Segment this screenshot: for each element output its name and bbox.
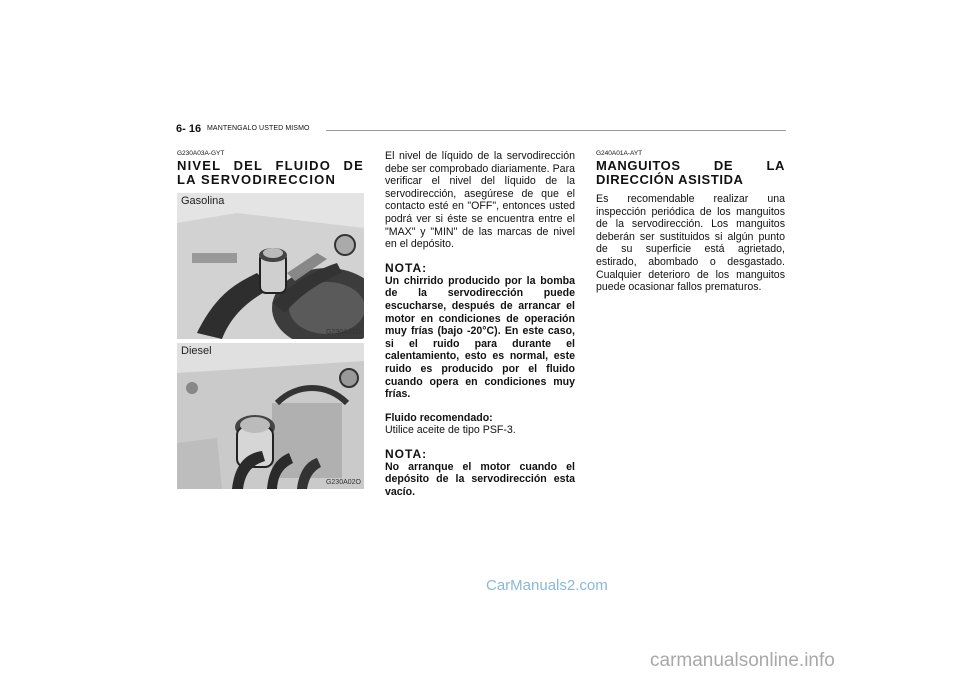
photo-code: G230A02O <box>325 479 361 486</box>
header-divider <box>326 130 786 131</box>
page-number: 6- 16 <box>176 123 202 135</box>
level-paragraph: El nivel de líquido de la servodirección debe ser comprobado diariamente. Para verificar el nivel del líquido de la servodirección, asegúrese de que el contacto esté en "OFF", entonces usted podrá ver si éste se encuentra entre el "MAX" y "MIN" de las marcas de nivel en el depósito. <box>385 150 575 251</box>
watermark-link[interactable]: CarManuals2.com <box>486 577 608 594</box>
note-title: NOTA: <box>385 260 428 275</box>
hoses-paragraph: Es recomendable realizar una inspección periódica de los manguitos de la servodirección. Los manguitos deberán ser sustituidos si algún punto de su superficie está agrietado, estirado, abombado o desgastado. Cualquier deterioro de los manguitos puede ocasionar fallos prematuros. <box>596 193 785 294</box>
middle-column <box>385 150 575 499</box>
watermark-text: carmanualsonline.info <box>650 650 835 671</box>
section-heading: MANGUITOS DE LA DIRECCIÓN ASISTIDA <box>596 158 785 187</box>
section-heading: NIVEL DEL FLUIDO DE LA SERVODIRECCION <box>177 158 364 187</box>
note-text: No arranque el motor cuando el depósito de la servodirección esta vacío. <box>385 460 575 499</box>
right-column <box>596 150 785 294</box>
section-code: G230A03A-GYT <box>177 150 225 157</box>
engine-photo-diesel <box>177 343 364 489</box>
section-title: MANTENGALO USTED MISMO <box>207 125 310 132</box>
note-text: Un chirrido producido por la bomba de la servodirección puede escucharse, después de arrancar el motor en condiciones de operación muy frías (bajo -20°C). En este caso, si el ruido para durante el calentamiento, esto es normal, este ruido es producido por el fluido cuando opera en condiciones muy frías. <box>385 274 575 401</box>
recommended-fluid-title: Fluido recomendado: <box>385 411 493 424</box>
engine-bay-illustration <box>177 193 364 339</box>
photo-label: Gasolina <box>181 195 225 207</box>
recommended-fluid-text: Utilice aceite de tipo PSF-3. <box>385 424 516 437</box>
note-title: NOTA: <box>385 446 428 461</box>
engine-photo-gasoline <box>177 193 364 339</box>
left-column <box>177 150 364 187</box>
photo-code: G230A01O <box>325 329 361 336</box>
section-code: G240A01A-AYT <box>596 150 643 157</box>
page-header <box>176 123 786 137</box>
photo-label: Diesel <box>181 345 212 357</box>
engine-bay-illustration <box>177 343 364 489</box>
